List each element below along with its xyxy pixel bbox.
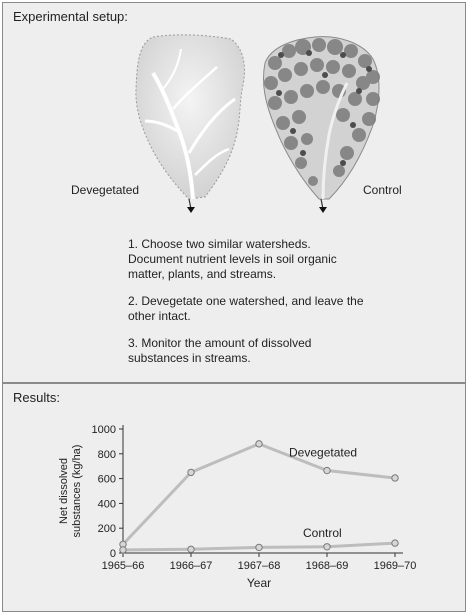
results-panel xyxy=(2,383,466,612)
control-label: Control xyxy=(363,183,402,197)
data-point-devegetated xyxy=(324,467,330,473)
x-axis-title: Year xyxy=(246,576,272,590)
step-3: 3. Monitor the amount of dissolved substances in streams. xyxy=(128,336,312,365)
y-tick-label: 0 xyxy=(109,548,116,560)
y-tick-label: 800 xyxy=(97,448,116,461)
y-axis-title: Net dissolvedsubstances (kg/ha) xyxy=(58,444,83,538)
stream-outflow-arrow-icon xyxy=(187,207,195,213)
data-point-control xyxy=(256,544,262,550)
data-point-devegetated xyxy=(188,469,194,475)
x-tick-label: 1967–68 xyxy=(237,560,281,572)
step-1: 1. Choose two similar watersheds. Document nutrient levels in soil organic matter, plants, and streams. xyxy=(128,237,337,281)
data-point-control xyxy=(120,547,126,553)
x-tick-label: 1966–67 xyxy=(169,560,213,572)
data-point-control xyxy=(392,540,398,546)
y-tick-label: 400 xyxy=(97,498,116,511)
results-title: Results: xyxy=(13,390,60,405)
setup-steps xyxy=(128,237,368,378)
x-tick-label: 1969–70 xyxy=(373,560,417,572)
step-2: 2. Devegetate one watershed, and leave the other intact. xyxy=(128,294,364,323)
series-label-devegetated: Devegetated xyxy=(289,445,358,460)
x-tick-label: 1968–69 xyxy=(305,560,349,572)
data-point-devegetated xyxy=(392,475,398,481)
x-tick-label: 1965–66 xyxy=(101,560,145,572)
y-tick-label: 200 xyxy=(97,523,116,536)
data-point-control xyxy=(188,546,194,552)
experimental-setup-panel xyxy=(2,2,466,383)
series-label-control: Control xyxy=(303,525,342,540)
bare-watershed-icon xyxy=(136,35,245,213)
data-point-control xyxy=(324,544,330,550)
results-chart xyxy=(3,384,465,610)
y-tick-label: 1000 xyxy=(91,424,116,436)
y-tick-label: 600 xyxy=(97,473,116,486)
devegetated-label: Devegetated xyxy=(71,183,140,197)
data-point-devegetated xyxy=(256,441,262,447)
setup-title: Experimental setup: xyxy=(13,9,128,24)
